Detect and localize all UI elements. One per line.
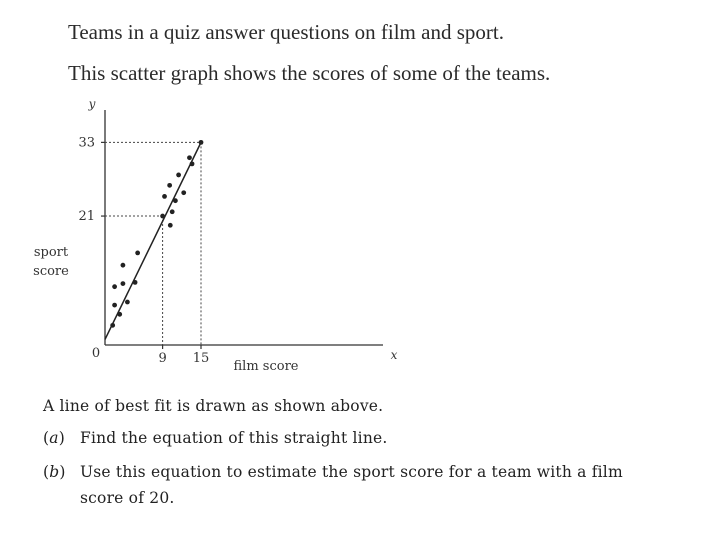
data-point — [112, 303, 117, 308]
data-point — [170, 209, 175, 214]
y-tick-label-21: 21 — [78, 209, 95, 225]
question-lead: A line of best fit is drawn as shown above. — [43, 397, 384, 415]
question-b-text-line1: Use this equation to estimate the sport score for a team with a film — [80, 463, 623, 481]
data-point — [176, 173, 181, 178]
x-axis-title: film score — [233, 359, 299, 374]
data-point — [133, 280, 138, 285]
y-axis-symbol: y — [88, 97, 96, 111]
y-axis-title-line1: sport — [33, 245, 69, 260]
best-fit-line-group — [105, 142, 201, 339]
data-point — [190, 161, 195, 166]
y-axis-title-line2: score — [33, 264, 69, 279]
data-point — [135, 251, 140, 256]
data-point — [117, 312, 122, 317]
axis-labels — [33, 97, 397, 374]
intro-text-2: This scatter graph shows the scores of some of the teams. — [68, 61, 551, 85]
question-b-label: (b) — [43, 463, 66, 481]
x-tick-label-15: 15 — [192, 351, 210, 366]
data-point — [167, 183, 172, 188]
data-point — [110, 323, 115, 328]
y-tick-label-33: 33 — [78, 135, 95, 151]
data-point — [199, 140, 204, 145]
x-axis-symbol: x — [390, 348, 398, 362]
question-a-text: Find the equation of this straight line. — [80, 429, 388, 447]
data-point — [187, 155, 192, 160]
x-tick-label-9: 9 — [158, 351, 167, 366]
data-point — [121, 263, 126, 268]
data-point — [160, 214, 165, 219]
question-a-label: (a) — [43, 429, 65, 447]
question-b-text-line2: score of 20. — [80, 489, 175, 507]
origin-label: 0 — [91, 346, 101, 361]
data-point — [121, 281, 126, 286]
data-point — [125, 300, 130, 305]
intro-text-1: Teams in a quiz answer questions on film and sport. — [68, 20, 504, 44]
best-fit-line — [105, 142, 201, 339]
question-a — [43, 429, 388, 447]
data-point — [168, 223, 173, 228]
data-point — [173, 198, 178, 203]
question-b — [43, 463, 623, 481]
data-point — [162, 194, 167, 199]
axes — [101, 110, 383, 349]
data-point — [181, 190, 186, 195]
data-point — [112, 284, 117, 289]
